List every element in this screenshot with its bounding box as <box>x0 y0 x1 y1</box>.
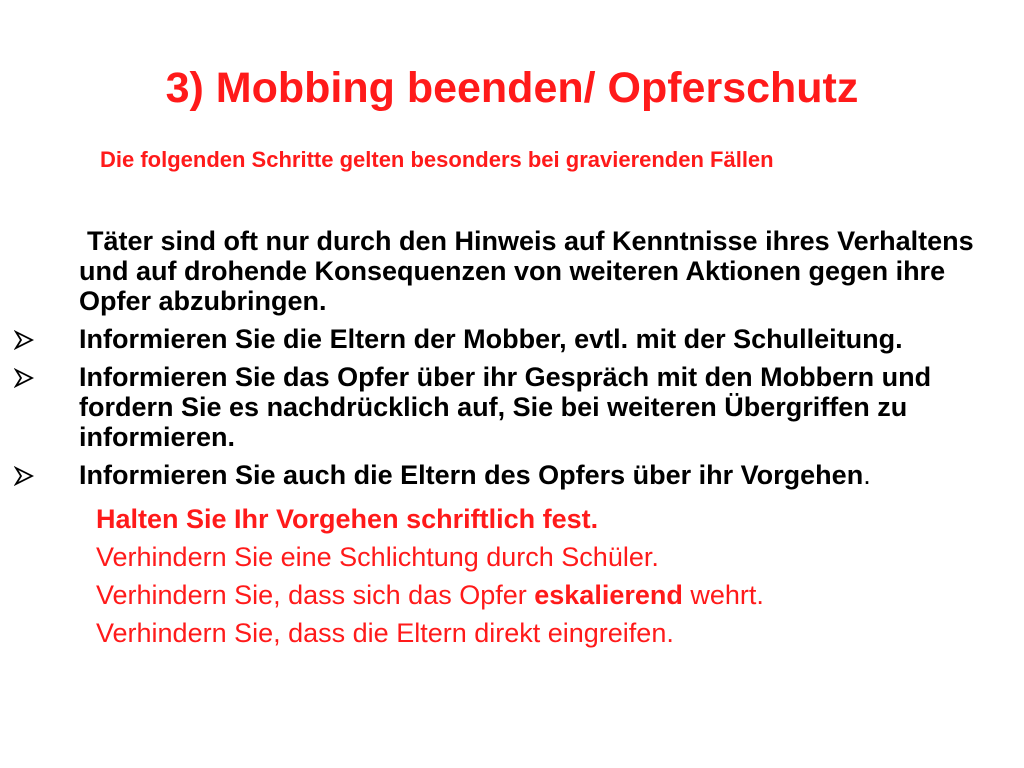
note-emphasis: eskalierend <box>534 580 683 610</box>
slide-body <box>0 226 1024 652</box>
bullet-text: Informieren Sie die Eltern der Mobber, evtl. mit der Schulleitung. <box>79 324 903 354</box>
red-notes <box>0 500 1024 652</box>
bullet-text: Informieren Sie auch die Eltern des Opfers über ihr Vorgehen <box>79 460 864 490</box>
note-text: Verhindern Sie, dass sich das Opfer <box>96 580 535 610</box>
arrowhead-bullet-icon <box>14 460 38 486</box>
note-line <box>96 576 1024 614</box>
note-line: Halten Sie Ihr Vorgehen schriftlich fest. <box>96 504 599 534</box>
bullet-item <box>0 362 979 452</box>
intro-text: Täter sind oft nur durch den Hinweis auf Kenntnisse ihres Verhaltens und auf drohende Konsequenzen von weiteren Aktionen gegen ihre Opfer abzubringen. <box>79 226 974 316</box>
bullet-text: Informieren Sie das Opfer über ihr Gespräch mit den Mobbern und fordern Sie es nachdrücklich auf, Sie bei weiteren Übergriffen zu informieren. <box>79 362 932 452</box>
note-line: Verhindern Sie eine Schlichtung durch Schüler. <box>96 542 659 572</box>
slide-subtitle: Die folgenden Schritte gelten besonders bei gravierenden Fällen <box>100 147 774 172</box>
arrowhead-bullet-icon <box>14 362 38 388</box>
arrowhead-bullet-icon <box>14 324 38 350</box>
note-text: wehrt. <box>682 580 764 610</box>
intro-paragraph <box>79 226 979 316</box>
bullet-item <box>0 324 979 354</box>
slide-title: 3) Mobbing beenden/ Opferschutz <box>165 64 859 112</box>
bullet-suffix: . <box>863 460 871 490</box>
bullet-item <box>0 460 979 490</box>
note-line: Verhindern Sie, dass die Eltern direkt eingreifen. <box>96 618 674 648</box>
